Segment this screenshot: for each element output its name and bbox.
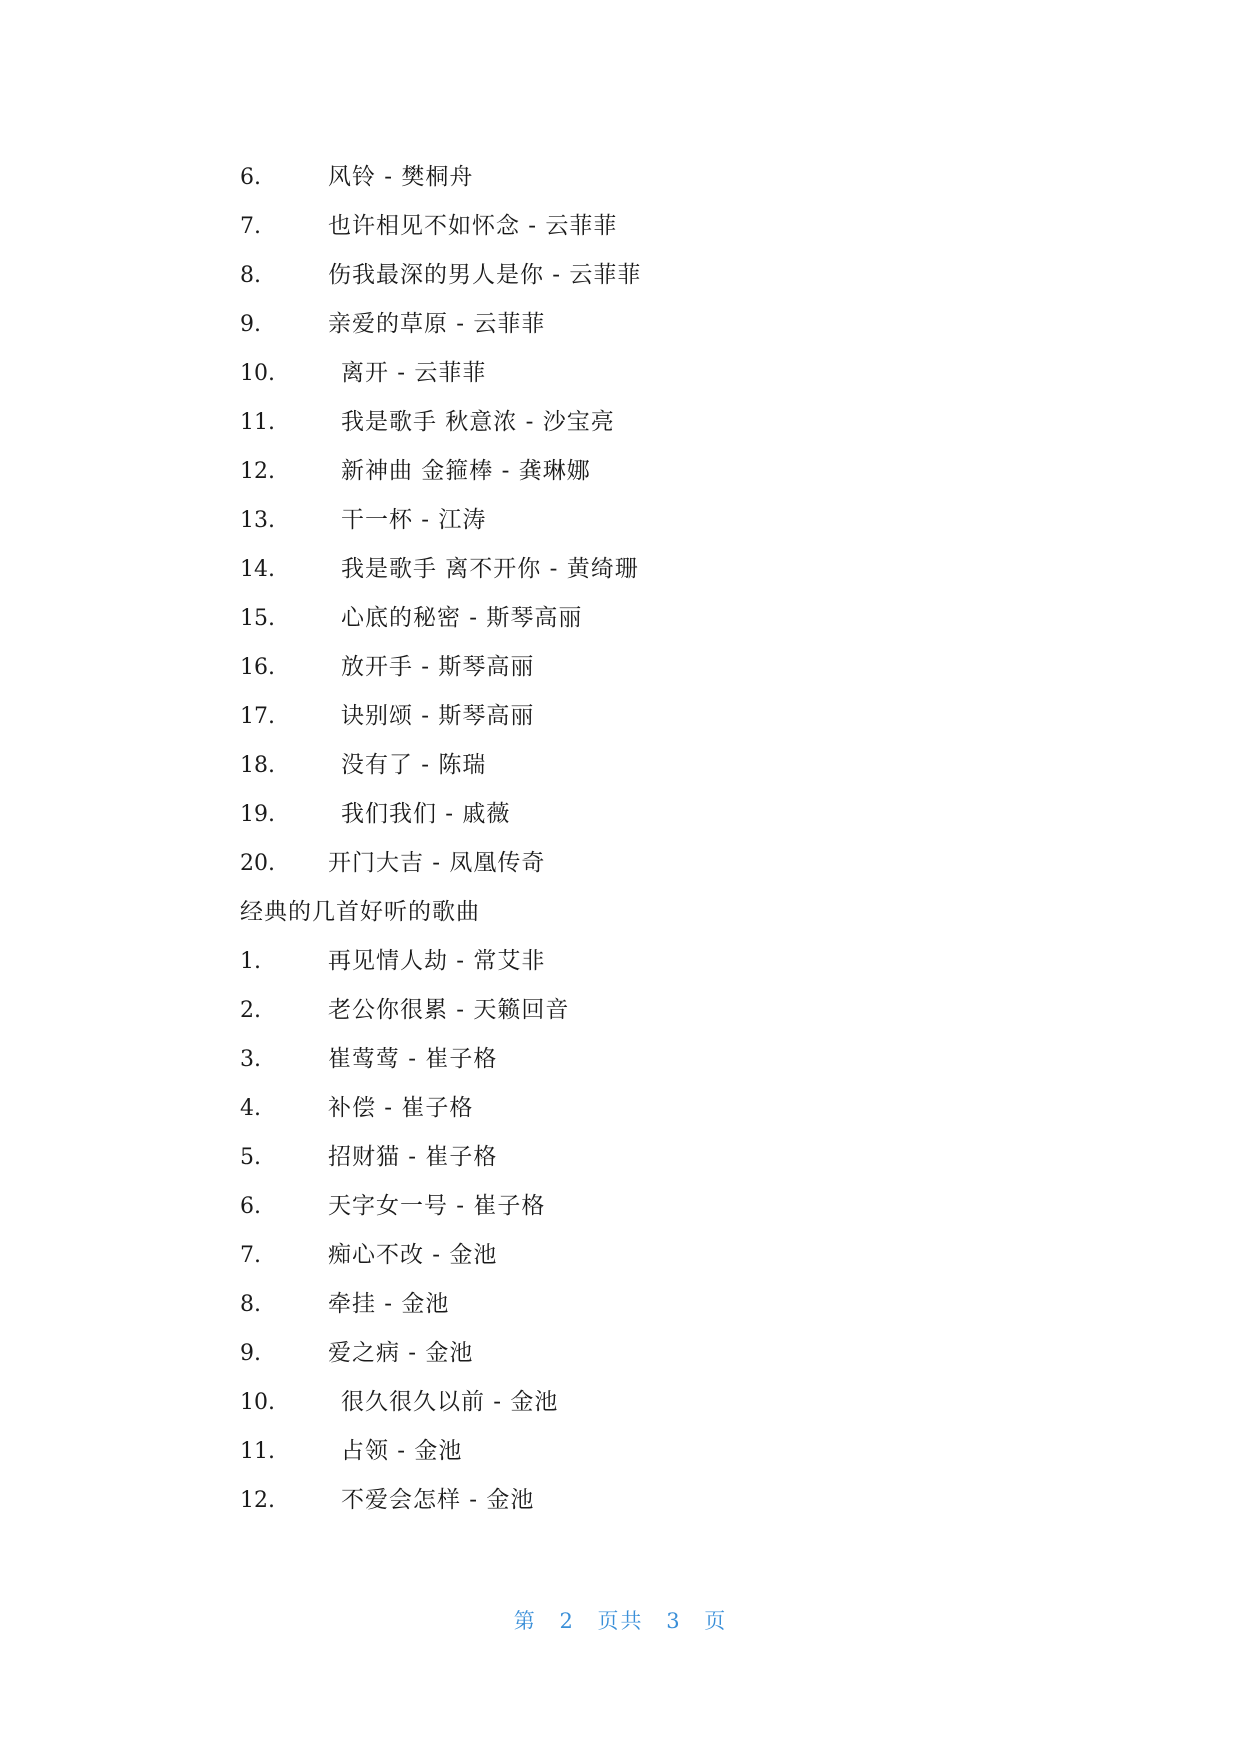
item-text: 崔莺莺 - 崔子格 — [328, 1046, 498, 1072]
item-number: 6. — [240, 1194, 261, 1219]
item-text: 爱之病 - 金池 — [328, 1340, 474, 1366]
item-text: 离开 - 云菲菲 — [341, 360, 487, 386]
list-item — [240, 937, 1040, 986]
list-item — [240, 153, 1040, 202]
list-item — [240, 986, 1040, 1035]
footer-middle: 页共 — [597, 1609, 644, 1633]
item-number: 10. — [240, 1390, 275, 1415]
list-item — [240, 1182, 1040, 1231]
footer-suffix: 页 — [704, 1609, 728, 1633]
item-text: 痴心不改 - 金池 — [328, 1242, 498, 1268]
list-item — [240, 1427, 1040, 1476]
item-number: 3. — [240, 1047, 261, 1072]
item-text: 很久很久以前 - 金池 — [341, 1389, 559, 1415]
footer-total-pages: 3 — [666, 1609, 682, 1633]
item-number: 15. — [240, 606, 275, 631]
list-item — [240, 790, 1040, 839]
item-text: 补偿 - 崔子格 — [328, 1095, 474, 1121]
item-number: 7. — [240, 1243, 261, 1268]
item-number: 2. — [240, 998, 261, 1023]
item-number: 18. — [240, 753, 275, 778]
item-number: 12. — [240, 1488, 275, 1513]
list-item — [240, 1329, 1040, 1378]
list-item — [240, 300, 1040, 349]
item-text: 干一杯 - 江涛 — [341, 507, 487, 533]
list-item — [240, 1231, 1040, 1280]
item-number: 4. — [240, 1096, 261, 1121]
item-number: 8. — [240, 263, 261, 288]
section-heading-text: 经典的几首好听的歌曲 — [240, 899, 480, 925]
list-item — [240, 447, 1040, 496]
item-text: 我是歌手 秋意浓 - 沙宝亮 — [341, 409, 615, 435]
item-text: 占领 - 金池 — [341, 1438, 463, 1464]
section-heading — [240, 888, 1040, 937]
item-number: 16. — [240, 655, 275, 680]
page-footer — [0, 1605, 1241, 1635]
list-item — [240, 349, 1040, 398]
item-number: 12. — [240, 459, 275, 484]
item-text: 诀别颂 - 斯琴高丽 — [341, 703, 535, 729]
item-text: 牵挂 - 金池 — [328, 1291, 450, 1317]
item-text: 没有了 - 陈瑞 — [341, 752, 487, 778]
item-text: 天字女一号 - 崔子格 — [328, 1193, 546, 1219]
item-text: 放开手 - 斯琴高丽 — [341, 654, 535, 680]
item-text: 开门大吉 - 凤凰传奇 — [328, 850, 546, 876]
footer-current-page: 2 — [559, 1609, 575, 1633]
list-item — [240, 643, 1040, 692]
list-item — [240, 1035, 1040, 1084]
item-text: 不爱会怎样 - 金池 — [341, 1487, 535, 1513]
item-number: 19. — [240, 802, 275, 827]
item-number: 14. — [240, 557, 275, 582]
list-item — [240, 496, 1040, 545]
item-text: 招财猫 - 崔子格 — [328, 1144, 498, 1170]
list-item — [240, 692, 1040, 741]
item-number: 9. — [240, 1341, 261, 1366]
list-item — [240, 202, 1040, 251]
list-item — [240, 741, 1040, 790]
footer-prefix: 第 — [513, 1609, 537, 1633]
item-number: 6. — [240, 165, 261, 190]
item-text: 再见情人劫 - 常艾非 — [328, 948, 546, 974]
song-list — [240, 153, 1040, 1525]
item-number: 7. — [240, 214, 261, 239]
item-text: 也许相见不如怀念 - 云菲菲 — [328, 213, 618, 239]
list-item — [240, 398, 1040, 447]
item-number: 13. — [240, 508, 275, 533]
item-number: 10. — [240, 361, 275, 386]
list-item — [240, 839, 1040, 888]
item-number: 8. — [240, 1292, 261, 1317]
list-item — [240, 545, 1040, 594]
item-text: 伤我最深的男人是你 - 云菲菲 — [328, 262, 642, 288]
item-text: 亲爱的草原 - 云菲菲 — [328, 311, 546, 337]
item-number: 9. — [240, 312, 261, 337]
list-item — [240, 1476, 1040, 1525]
list-item — [240, 1084, 1040, 1133]
item-number: 11. — [240, 410, 275, 435]
list-item — [240, 1133, 1040, 1182]
item-number: 11. — [240, 1439, 275, 1464]
item-text: 老公你很累 - 天籁回音 — [328, 997, 570, 1023]
item-number: 20. — [240, 851, 275, 876]
item-number: 1. — [240, 949, 261, 974]
list-item — [240, 594, 1040, 643]
list-item — [240, 1378, 1040, 1427]
item-number: 5. — [240, 1145, 261, 1170]
item-text: 我们我们 - 戚薇 — [341, 801, 511, 827]
item-number: 17. — [240, 704, 275, 729]
item-text: 风铃 - 樊桐舟 — [328, 164, 474, 190]
item-text: 我是歌手 离不开你 - 黄绮珊 — [341, 556, 639, 582]
list-item — [240, 1280, 1040, 1329]
list-item — [240, 251, 1040, 300]
item-text: 新神曲 金箍棒 - 龚琳娜 — [341, 458, 591, 484]
item-text: 心底的秘密 - 斯琴高丽 — [341, 605, 583, 631]
